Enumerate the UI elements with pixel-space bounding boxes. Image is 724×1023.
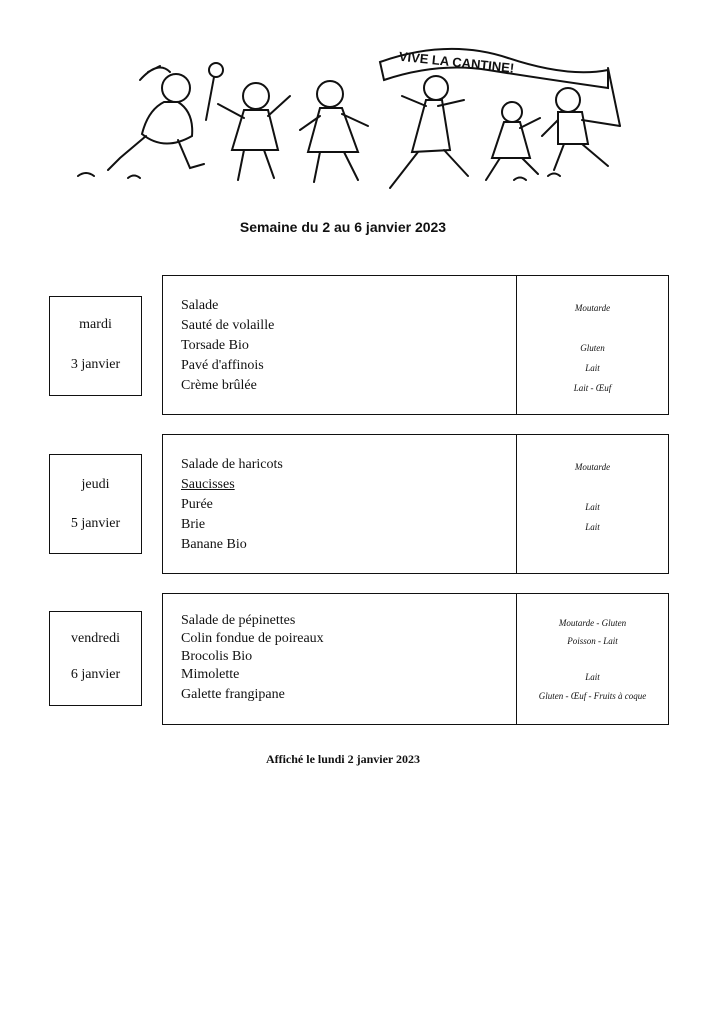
dish: Banane Bio [181,537,247,552]
dish: Saucisses [181,477,235,492]
day-label-mardi [49,296,142,396]
allergen-note: Moutarde - Gluten [558,618,627,628]
dish: Salade [181,298,219,313]
dish: Brocolis Bio [181,649,253,664]
day-label-vendredi [49,611,142,706]
day-name: jeudi [81,477,110,492]
dish: Colin fondue de poireaux [181,631,324,646]
allergen-note: Poisson - Lait [567,636,618,646]
allergen-note: Lait - Œuf [573,383,612,393]
allergen-note: Gluten - Œuf - Fruits à coque [538,691,647,701]
allergen-note: Moutarde [574,303,611,313]
dish: Crème brûlée [181,378,257,393]
dish: Mimolette [181,667,240,682]
allergen-note: Gluten [580,343,605,353]
week-title: Semaine du 2 au 6 janvier 2023 [239,219,447,235]
day-name: vendredi [71,631,120,646]
menu-mardi [162,275,669,415]
day-date: 5 janvier [70,516,121,531]
allergen-note: Moutarde [574,462,611,472]
dish: Salade de haricots [181,457,283,472]
menu-jeudi [162,434,669,574]
posted-date: Affiché le lundi 2 janvier 2023 [265,752,421,766]
dish: Salade de pépinettes [181,613,296,628]
day-name: mardi [79,317,112,332]
dish: Galette frangipane [181,687,285,702]
day-label-jeudi [49,454,142,554]
menu-vendredi [162,593,669,725]
allergen-note: Lait [585,522,600,532]
allergen-note: Lait [585,672,600,682]
day-date: 6 janvier [70,667,121,682]
column-divider [516,594,517,724]
dish: Purée [181,497,213,512]
allergen-note: Lait [585,502,600,512]
dish: Brie [181,517,206,532]
dish: Sauté de volaille [181,318,275,333]
day-date: 3 janvier [70,357,121,372]
dish: Torsade Bio [181,338,249,353]
allergen-note: Lait [585,363,600,373]
vive-la-cantine-illustration [68,40,638,200]
banner-sign-text: VIVE LA CANTINE! [398,48,515,76]
dish: Pavé d'affinois [181,358,264,373]
